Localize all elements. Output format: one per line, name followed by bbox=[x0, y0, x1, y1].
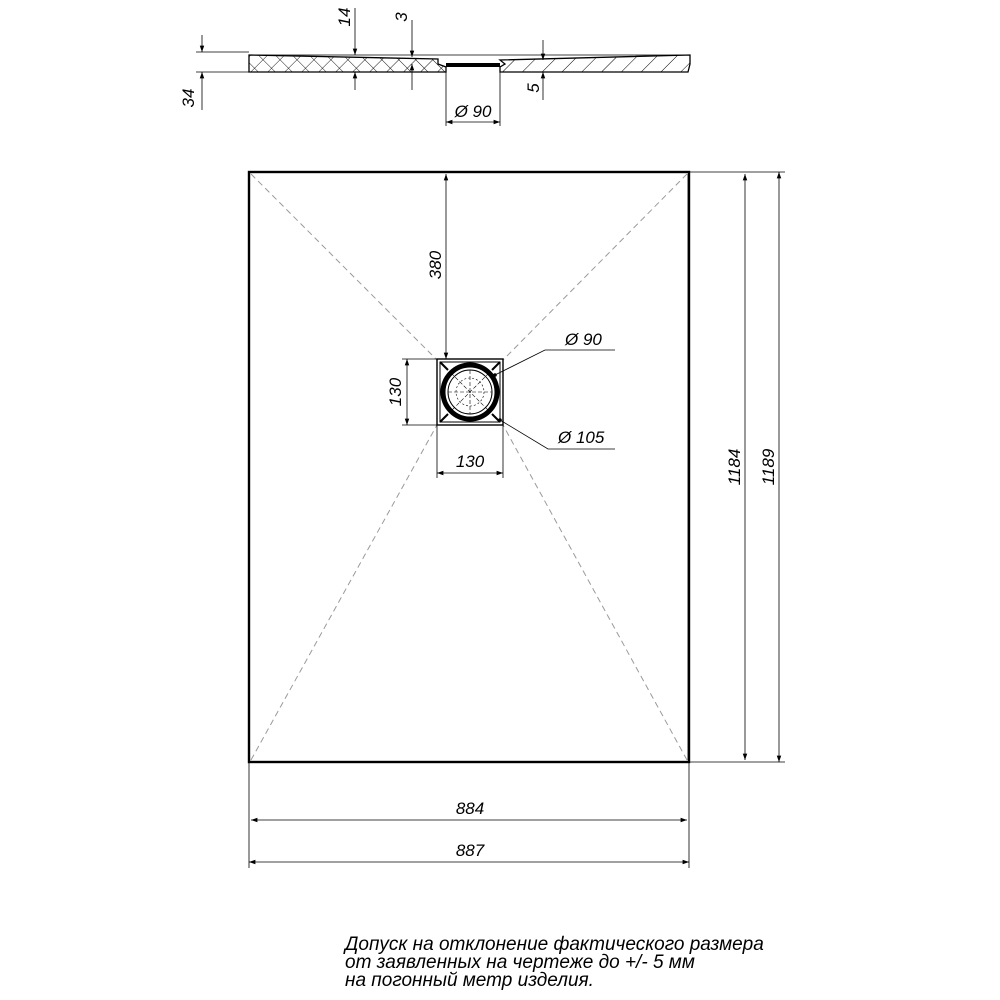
leader-d105-dot bbox=[498, 418, 502, 422]
dim-130h-label: 130 bbox=[455, 452, 485, 471]
tolerance-note bbox=[345, 936, 985, 990]
tolerance-note-line-3: на погонный метр изделия. bbox=[345, 970, 594, 991]
dim-34-label: 34 bbox=[179, 88, 198, 108]
tolerance-note-line-1: Допуск на отклонение фактического размера bbox=[345, 934, 764, 955]
dim-d90-plan-label: Ø 90 bbox=[565, 330, 602, 349]
dim-14-label: 14 bbox=[335, 7, 354, 27]
plan-view bbox=[249, 172, 785, 868]
section-left-profile bbox=[249, 55, 446, 72]
dim-1189-label: 1189 bbox=[759, 448, 778, 486]
section-right-profile bbox=[500, 55, 690, 72]
drain bbox=[437, 359, 503, 425]
leader-d90 bbox=[495, 350, 615, 375]
section-view bbox=[179, 8, 690, 126]
slope-line-bottom-right bbox=[503, 425, 687, 760]
section-drain-opening bbox=[446, 63, 500, 67]
dim-130v-label: 130 bbox=[386, 377, 405, 407]
dim-887-label: 887 bbox=[455, 841, 485, 860]
leader-d90-dot bbox=[493, 373, 497, 377]
dim-3-label: 3 bbox=[392, 12, 411, 22]
dim-5-label: 5 bbox=[524, 83, 543, 93]
tolerance-note-line-2: от заявленных на чертеже до +/- 5 мм bbox=[345, 952, 695, 973]
dim-380-label: 380 bbox=[426, 250, 445, 280]
dim-d90-label: Ø 90 bbox=[454, 102, 492, 121]
dim-d105-plan-label: Ø 105 bbox=[558, 428, 605, 447]
slope-line-top-left bbox=[251, 174, 437, 360]
dim-1184-label: 1184 bbox=[725, 448, 744, 486]
dim-884-label: 884 bbox=[455, 799, 485, 818]
slope-line-bottom-left bbox=[251, 425, 437, 760]
